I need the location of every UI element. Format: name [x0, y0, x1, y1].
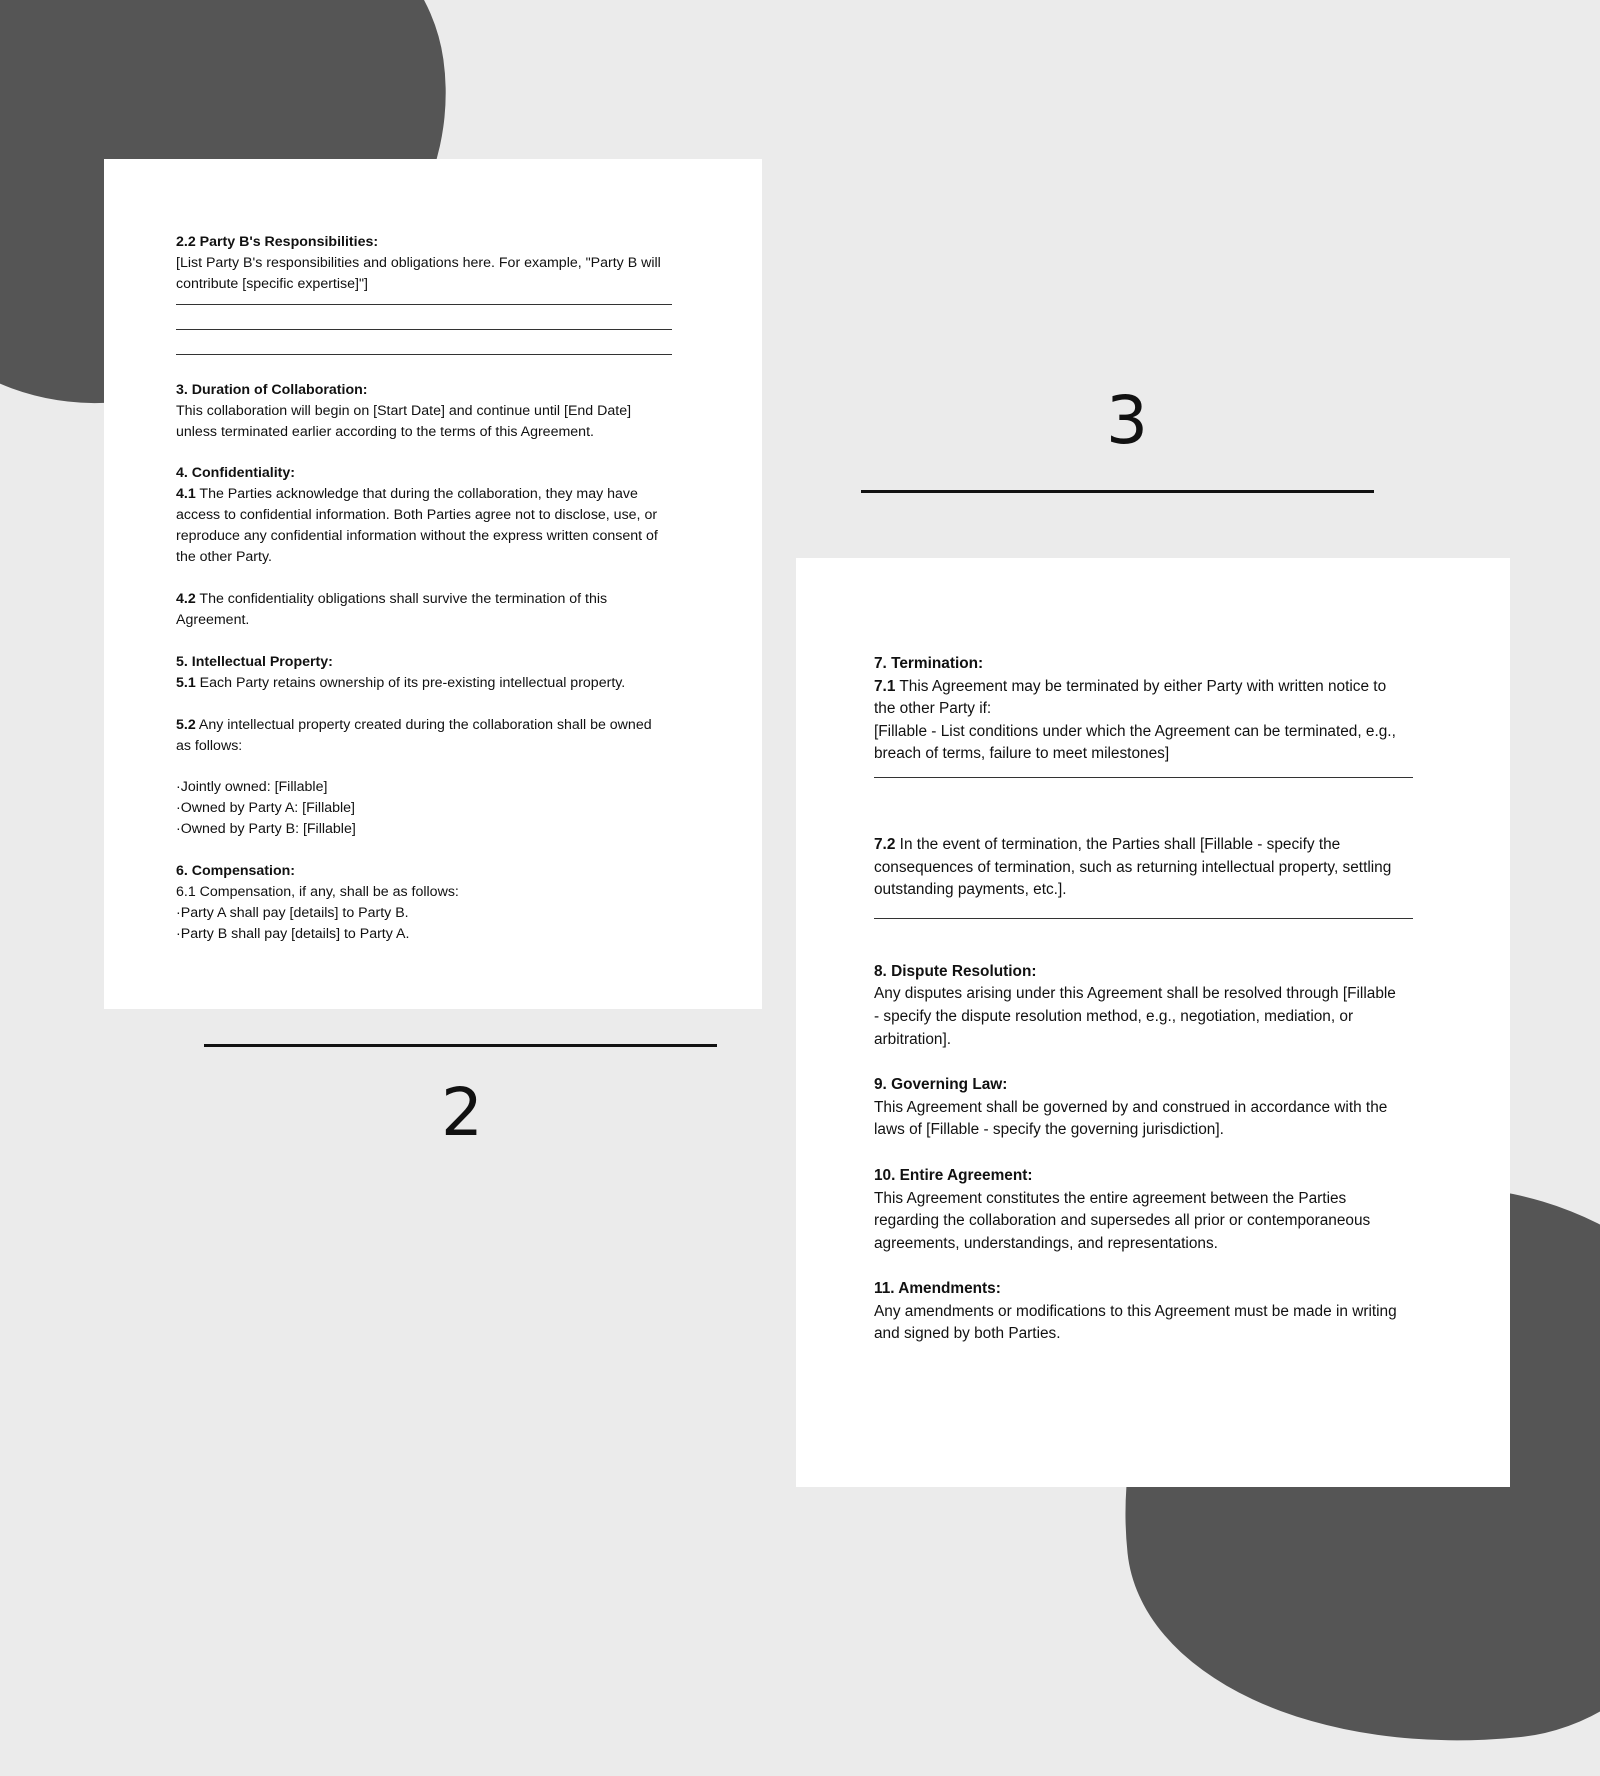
section-6-heading: 6. Compensation: — [176, 863, 296, 880]
text-line: Each Party retains ownership of its pre-existing intellectual property. — [195, 674, 626, 691]
text-line: the other Party. — [176, 549, 272, 566]
section-4-1-paragraph — [176, 484, 690, 568]
text-line: and signed by both Parties. — [874, 1325, 1061, 1343]
section-8-heading: 8. Dispute Resolution: — [874, 962, 1037, 980]
page-3-content — [874, 653, 1432, 1346]
clause-number: 4.2 — [176, 590, 196, 607]
document-page-3 — [796, 558, 1510, 1487]
list-item: ·Owned by Party A: [Fillable] — [176, 800, 355, 817]
section-10-heading: 10. Entire Agreement: — [874, 1166, 1033, 1184]
section-7-heading: 7. Termination: — [874, 655, 984, 672]
text-line: Any intellectual property created during the collaboration shall be owned — [195, 716, 652, 733]
text-line: breach of terms, failure to meet milestones] — [874, 745, 1170, 763]
clause-number: 4.1 — [176, 486, 196, 503]
page-3-divider — [861, 490, 1374, 493]
text-line: unless terminated earlier according to the terms of this Agreement. — [176, 423, 594, 440]
text-line: arbitration]. — [874, 1030, 951, 1048]
section-9-heading: 9. Governing Law: — [874, 1076, 1008, 1094]
list-item: ·Owned by Party B: [Fillable] — [176, 821, 356, 838]
page-number-2: 2 — [441, 1074, 483, 1151]
text-line: This Agreement may be terminated by either Party with written notice to — [895, 677, 1387, 695]
text-line: the other Party if: — [874, 700, 992, 718]
page-number-3: 3 — [1106, 382, 1148, 459]
text-line: This Agreement shall be governed by and construed in accordance with the — [874, 1098, 1388, 1116]
clause-number: 7.1 — [874, 677, 896, 695]
text-line: contribute [specific expertise]"] — [176, 275, 368, 292]
section-7-2-paragraph — [874, 834, 1432, 902]
section-5-2-paragraph — [176, 715, 690, 757]
section-4-2-paragraph — [176, 589, 690, 631]
text-line: 6.1 Compensation, if any, shall be as follows: — [176, 884, 459, 901]
text-line: [List Party B's responsibilities and obligations here. For example, "Party B will — [176, 254, 661, 271]
text-line: [Fillable - List conditions under which the Agreement can be terminated, e.g., — [874, 722, 1396, 740]
page-2-content — [176, 232, 690, 945]
clause-number: 5.2 — [176, 716, 196, 733]
text-line: as follows: — [176, 737, 243, 754]
list-item: ·Jointly owned: [Fillable] — [176, 779, 328, 796]
page-2-divider — [204, 1044, 717, 1047]
clause-number: 5.1 — [176, 674, 196, 691]
text-line: Any amendments or modifications to this Agreement must be made in writing — [874, 1302, 1397, 1320]
document-page-2 — [104, 159, 762, 1009]
section-11-heading: 11. Amendments: — [874, 1280, 1001, 1298]
section-5-heading: 5. Intellectual Property: — [176, 653, 333, 670]
ownership-list — [176, 777, 690, 840]
text-line: This Agreement constitutes the entire agreement between the Parties — [874, 1189, 1347, 1207]
text-line: reproduce any confidential information without the express written consent of — [176, 528, 658, 545]
section-4-heading: 4. Confidentiality: — [176, 465, 296, 482]
text-line: The Parties acknowledge that during the collaboration, they may have — [195, 486, 638, 503]
list-item: ·Party B shall pay [details] to Party A. — [176, 925, 410, 942]
list-item: ·Party A shall pay [details] to Party B. — [176, 904, 409, 921]
text-line: - specify the dispute resolution method, e.g., negotiation, mediation, or — [874, 1007, 1354, 1025]
text-line: regarding the collaboration and supersedes all prior or contemporaneous — [874, 1212, 1371, 1230]
text-line: This collaboration will begin on [Start Date] and continue until [End Date] — [176, 402, 632, 419]
text-line: access to confidential information. Both Parties agree not to disclose, use, or — [176, 507, 658, 524]
section-5-1-paragraph — [176, 673, 690, 694]
text-line: laws of [Fillable - specify the governing jurisdiction]. — [874, 1121, 1224, 1139]
text-line: consequences of termination, such as returning intellectual property, settling — [874, 858, 1392, 876]
section-2-2-heading: 2.2 Party B's Responsibilities: — [176, 234, 379, 250]
text-line: In the event of termination, the Parties shall [Fillable - specify the — [895, 835, 1341, 853]
section-7-1-paragraph — [874, 676, 1432, 766]
text-line: outstanding payments, etc.]. — [874, 881, 1067, 899]
text-line: The confidentiality obligations shall survive the termination of this — [195, 590, 608, 607]
text-line: Any disputes arising under this Agreement shall be resolved through [Fillable — [874, 985, 1396, 1003]
text-line: agreements, understandings, and representations. — [874, 1234, 1218, 1252]
text-line: Agreement. — [176, 611, 250, 628]
section-2-2-body — [176, 253, 690, 295]
clause-number: 7.2 — [874, 835, 896, 853]
section-3-heading: 3. Duration of Collaboration: — [176, 381, 368, 398]
